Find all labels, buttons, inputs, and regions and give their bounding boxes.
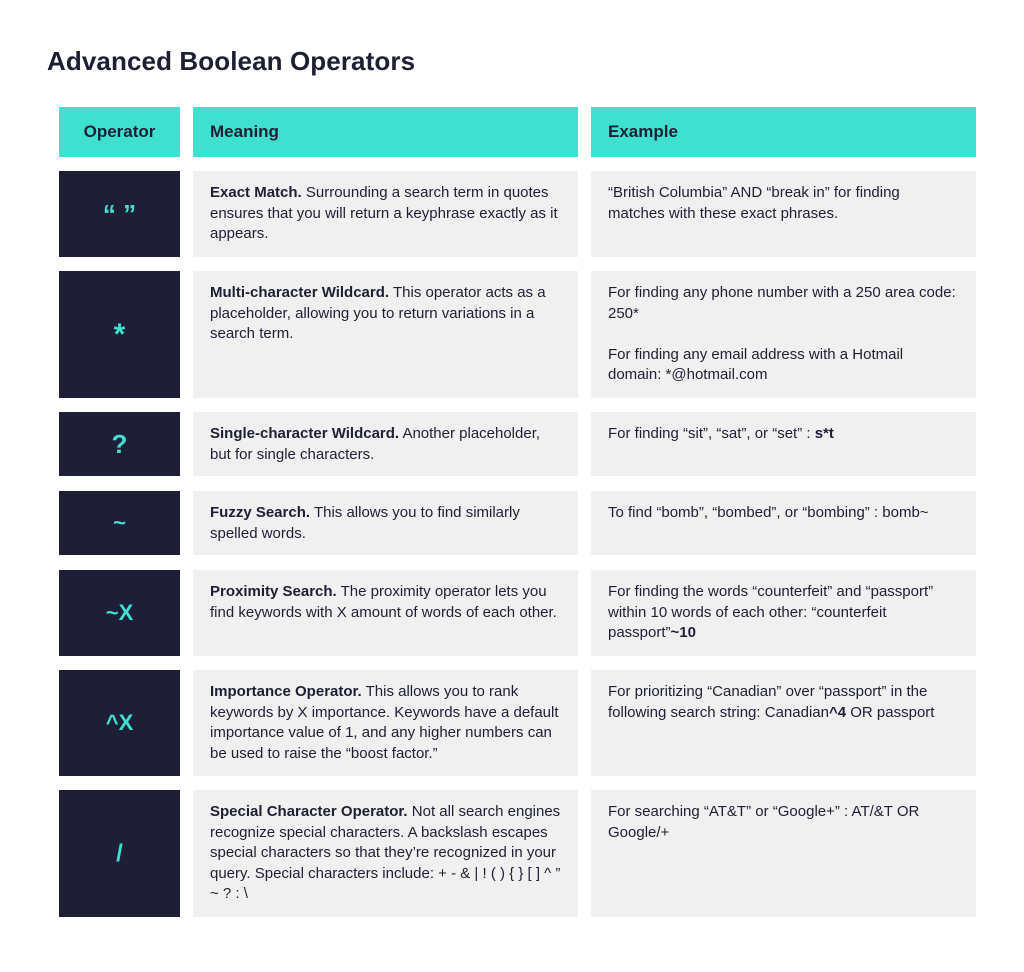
operator-multi-wildcard: * (59, 271, 180, 398)
meaning-title: Importance Operator. (210, 683, 362, 700)
operator-special-character: / (59, 790, 180, 917)
example-text: For finding “sit”, “sat”, or “set” : (608, 425, 815, 442)
meaning-importance (193, 670, 578, 776)
header-meaning: Meaning (193, 107, 578, 157)
example-multi-wildcard (591, 271, 976, 398)
example-importance (591, 670, 976, 776)
meaning-text: Another placeholder, but for single characters. (210, 425, 541, 463)
example-text: For searching “AT&T” or “Google+” : AT/&T OR Google/+ (608, 803, 920, 841)
example-exact-match (591, 171, 976, 257)
page-title: Advanced Boolean Operators (47, 46, 416, 76)
meaning-title: Proximity Search. (210, 583, 337, 600)
meaning-title: Special Character Operator. (210, 803, 408, 820)
meaning-text: Surrounding a search term in quotes ensures that you will return a keyphrase exactly as it appears. (210, 184, 558, 243)
example-single-wildcard (591, 412, 976, 476)
example-text-2: OR passport (846, 703, 935, 721)
meaning-exact-match (193, 171, 578, 257)
meaning-single-wildcard (193, 412, 578, 476)
header-example: Example (591, 107, 976, 157)
example-proximity-search (591, 570, 976, 656)
meaning-proximity-search (193, 570, 578, 656)
example-text: For finding the words “counterfeit” and “passport” within 10 words of each other: “counterfeit passport” (608, 583, 934, 642)
example-bold: s*t (814, 425, 834, 442)
meaning-text: This operator acts as a placeholder, allowing you to return variations in a search term. (210, 284, 546, 343)
meaning-title: Fuzzy Search. (210, 504, 311, 521)
operator-importance: ^X (59, 670, 180, 776)
operator-fuzzy-search: ~ (59, 491, 180, 555)
meaning-title: Multi-character Wildcard. (210, 284, 390, 301)
example-text-2: For finding any email address with a Hotmail domain: *@hotmail.com (608, 345, 904, 384)
meaning-text: The proximity operator lets you find keywords with X amount of words of each other. (210, 583, 557, 621)
meaning-multi-wildcard (193, 271, 578, 398)
operator-proximity-search: ~X (59, 570, 180, 656)
meaning-title: Exact Match. (210, 184, 302, 201)
meaning-title: Single-character Wildcard. (210, 425, 400, 442)
example-text: For finding any phone number with a 250 area code: 250* (608, 284, 956, 322)
operator-single-wildcard: ? (59, 412, 180, 476)
example-text: For prioritizing “Canadian” over “passport” in the following search string: Canadian (608, 683, 928, 721)
example-bold: ^4 (828, 703, 847, 721)
meaning-text: This allows you to rank keywords by X importance. Keywords have a default importance value of 1, and any higher numbers can be used to raise the “boost factor.” (210, 683, 559, 762)
header-operator: Operator (59, 107, 180, 157)
example-bold: ~10 (670, 624, 696, 642)
meaning-text: This allows you to find similarly spelled words. (210, 504, 520, 542)
meaning-fuzzy-search (193, 491, 578, 555)
example-text: “British Columbia” AND “break in” for finding matches with these exact phrases. (608, 184, 900, 222)
example-special-character (591, 790, 976, 917)
meaning-special-character (193, 790, 578, 917)
meaning-text: Not all search engines recognize special characters. A backslash escapes special characters so that they’re recognized in your query. Special characters include: + - & | ! ( ) { } [ ] ^ ” ~ ? : \ (210, 803, 561, 903)
example-text: To find “bomb”, “bombed”, or “bombing” : bomb~ (608, 504, 929, 521)
example-fuzzy-search (591, 491, 976, 555)
operator-exact-match: “ ” (59, 171, 180, 257)
